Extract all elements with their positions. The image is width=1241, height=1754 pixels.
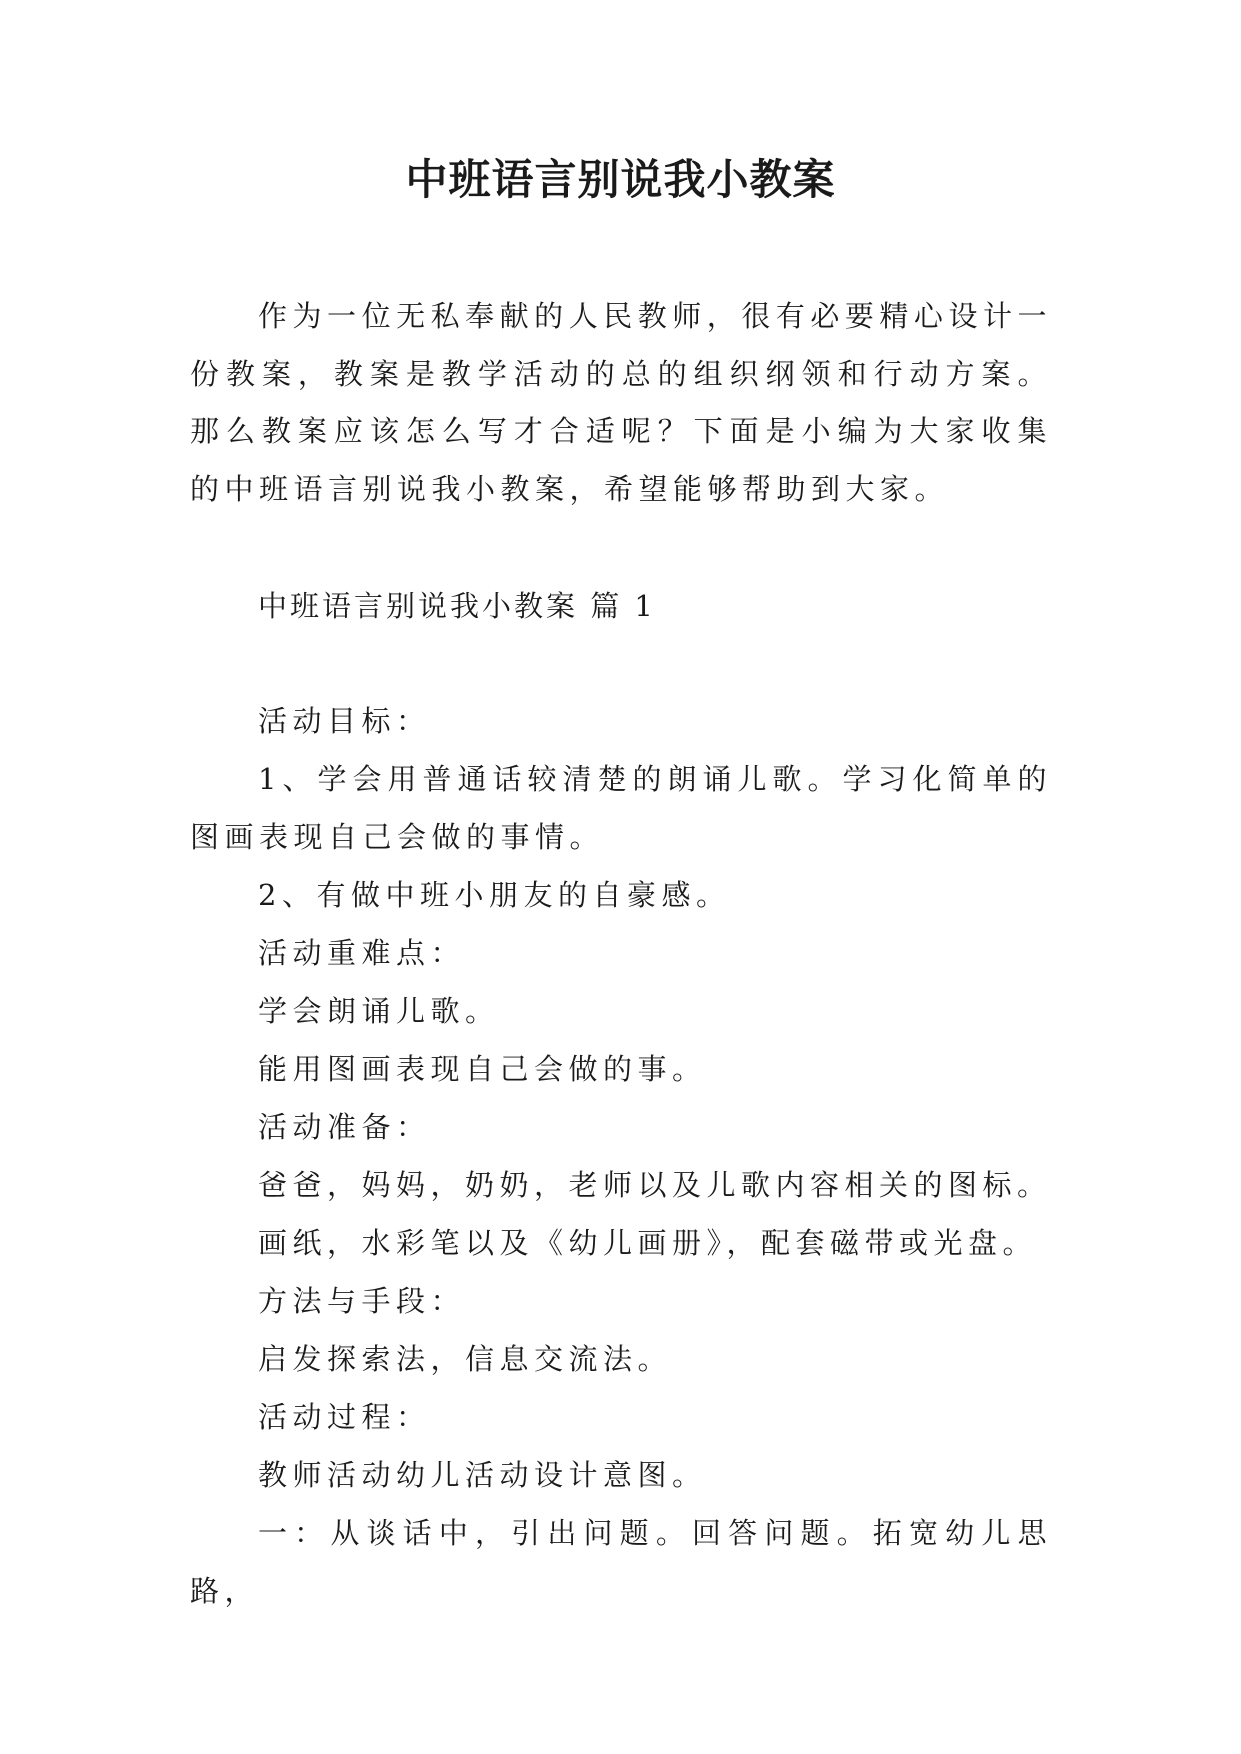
section-heading: 中班语言别说我小教案 篇 1 (258, 589, 656, 623)
paragraph-preparation-1: 爸爸，妈妈，奶奶，老师以及儿歌内容相关的图标。 (258, 1168, 1052, 1202)
paragraph-process-step-1: 一：从谈话中，引出问题。回答问题。拓宽幼儿思路， (190, 1516, 1052, 1608)
paragraph-preparation: 活动准备： (258, 1110, 431, 1144)
document-title: 中班语言别说我小教案 (405, 155, 836, 204)
document-body (190, 692, 1052, 1620)
paragraph-methods: 方法与手段： (258, 1284, 466, 1318)
paragraph-key-point-2: 能用图画表现自己会做的事。 (258, 1052, 707, 1086)
paragraph-methods-detail: 启发探索法，信息交流法。 (258, 1342, 673, 1376)
paragraph-goal-1: 1、学会用普通话较清楚的朗诵儿歌。学习化简单的图画表现自己会做的事情。 (190, 762, 1052, 854)
paragraph-key-point-1: 学会朗诵儿歌。 (258, 994, 500, 1028)
paragraph-preparation-2: 画纸，水彩笔以及《幼儿画册》，配套磁带或光盘。 (258, 1226, 1038, 1260)
paragraph-process-columns: 教师活动幼儿活动设计意图。 (258, 1458, 707, 1492)
paragraph-process: 活动过程： (258, 1400, 431, 1434)
paragraph-activity-goals: 活动目标： (258, 704, 431, 738)
paragraph-goal-2: 2、有做中班小朋友的自豪感。 (258, 878, 731, 912)
paragraph-key-points: 活动重难点： (258, 936, 466, 970)
intro-paragraph: 作为一位无私奉献的人民教师，很有必要精心设计一份教案，教案是教学活动的总的组织纲领和行动方案。那么教案应该怎么写才合适呢？下面是小编为大家收集的中班语言别说我小教案，希望能够帮助到大家。 (190, 299, 1052, 506)
